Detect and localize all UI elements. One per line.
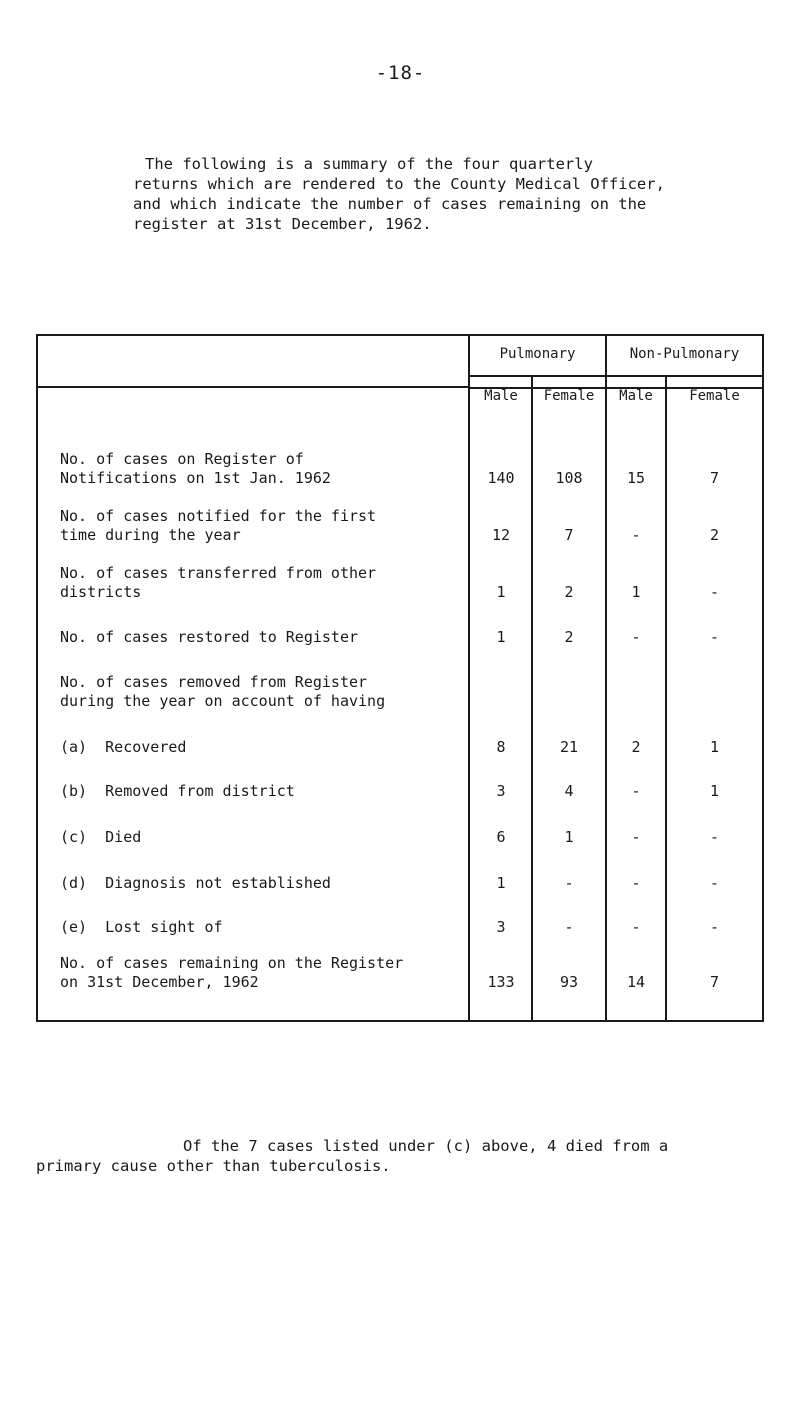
cell-value: 1 [564,828,574,846]
cell-value: - [709,828,720,846]
cell-value: 4 [564,782,574,800]
cell-value: 1 [631,583,641,601]
tuberculosis-register-table [36,334,764,1022]
cell-value: 1 [709,738,720,756]
page-number: -18- [375,62,426,84]
intro-paragraph [133,154,733,234]
row-label-recovered [60,738,480,757]
row-label-line: No. of cases restored to Register [60,628,359,646]
cell-value: 2 [631,738,641,756]
cell-value: - [631,874,641,892]
cell-value: - [631,628,641,646]
row-label-line: No. of cases on Register of [60,450,304,468]
cell-value: 3 [496,918,506,936]
sub-header-pulmonary-male: Male [484,388,518,404]
row-label-removed-heading [60,673,480,711]
row-label-remaining-31st-dec [60,954,480,992]
intro-line: The following is a summary of the four quarterly [145,155,593,173]
footer-note [36,1136,773,1176]
footer-line: Of the 7 cases listed under (c) above, 4 died from a [183,1137,669,1155]
cell-value: 21 [559,738,579,756]
row-label-diagnosis-not-established [60,874,480,893]
cell-value: 108 [555,469,583,487]
row-label-notified-first-time [60,507,480,545]
cell-value: 7 [709,973,720,991]
row-label-removed-from-district [60,782,480,801]
cell-value: 1 [496,874,506,892]
cell-value: 7 [564,526,574,544]
cell-value: 2 [564,628,574,646]
row-label-line: during the year on account of having [60,692,386,710]
cell-value: 15 [626,469,646,487]
table-border-bottom [36,1020,764,1022]
sub-header-pulmonary-female: Female [543,388,595,404]
cell-value: 1 [496,628,506,646]
row-label-line: on 31st December, 1962 [60,973,259,991]
row-label-line: No. of cases transferred from other [60,564,377,582]
intro-line: returns which are rendered to the County Medical Officer, [133,175,665,193]
row-label-line: (b) Removed from district [60,782,295,800]
cell-value: - [709,628,720,646]
intro-line: register at 31st December, 1962. [133,215,432,233]
cell-value: - [631,918,641,936]
cell-value: 3 [496,782,506,800]
header-divider [36,386,469,388]
cell-value: 1 [709,782,720,800]
row-label-line: time during the year [60,526,241,544]
row-label-line: No. of cases remaining on the Register [60,954,404,972]
row-label-line: (d) Diagnosis not established [60,874,331,892]
row-label-line: districts [60,583,142,601]
table-border-top [36,334,764,336]
sub-header-non-pulmonary-male: Male [619,388,653,404]
cell-value: - [709,918,720,936]
row-label-transferred [60,564,480,602]
cell-value: 7 [709,469,720,487]
cell-value: - [631,828,641,846]
cell-value: 133 [487,973,515,991]
cell-value: - [709,874,720,892]
cell-value: - [631,526,641,544]
footer-line: primary cause other than tuberculosis. [36,1157,391,1175]
row-label-lost-sight-of [60,918,480,937]
cell-value: - [564,874,574,892]
cell-value: 2 [564,583,574,601]
cell-value: 1 [496,583,506,601]
cell-value: 14 [626,973,646,991]
group-header-pulmonary: Pulmonary [499,346,576,362]
row-label-line: No. of cases removed from Register [60,673,368,691]
row-label-line: No. of cases notified for the first [60,507,377,525]
row-label-restored [60,628,480,647]
table-border-left [36,334,38,1022]
cell-value: - [709,583,720,601]
cell-value: 6 [496,828,506,846]
cell-value: 2 [709,526,720,544]
row-label-line: Notifications on 1st Jan. 1962 [60,469,331,487]
group-header-non-pulmonary: Non-Pulmonary [629,346,740,362]
cell-value: - [631,782,641,800]
row-label-line: (c) Died [60,828,142,846]
row-label-line: (e) Lost sight of [60,918,223,936]
row-label-line: (a) Recovered [60,738,187,756]
cell-value: 12 [491,526,511,544]
cell-value: 140 [487,469,515,487]
row-label-register-1st-jan [60,450,480,488]
row-label-died [60,828,480,847]
cell-value: 8 [496,738,506,756]
table-border-right [762,334,764,1022]
sub-header-non-pulmonary-female: Female [689,388,740,404]
cell-value: - [564,918,574,936]
cell-value: 93 [559,973,579,991]
intro-line: and which indicate the number of cases remaining on the [133,195,647,213]
